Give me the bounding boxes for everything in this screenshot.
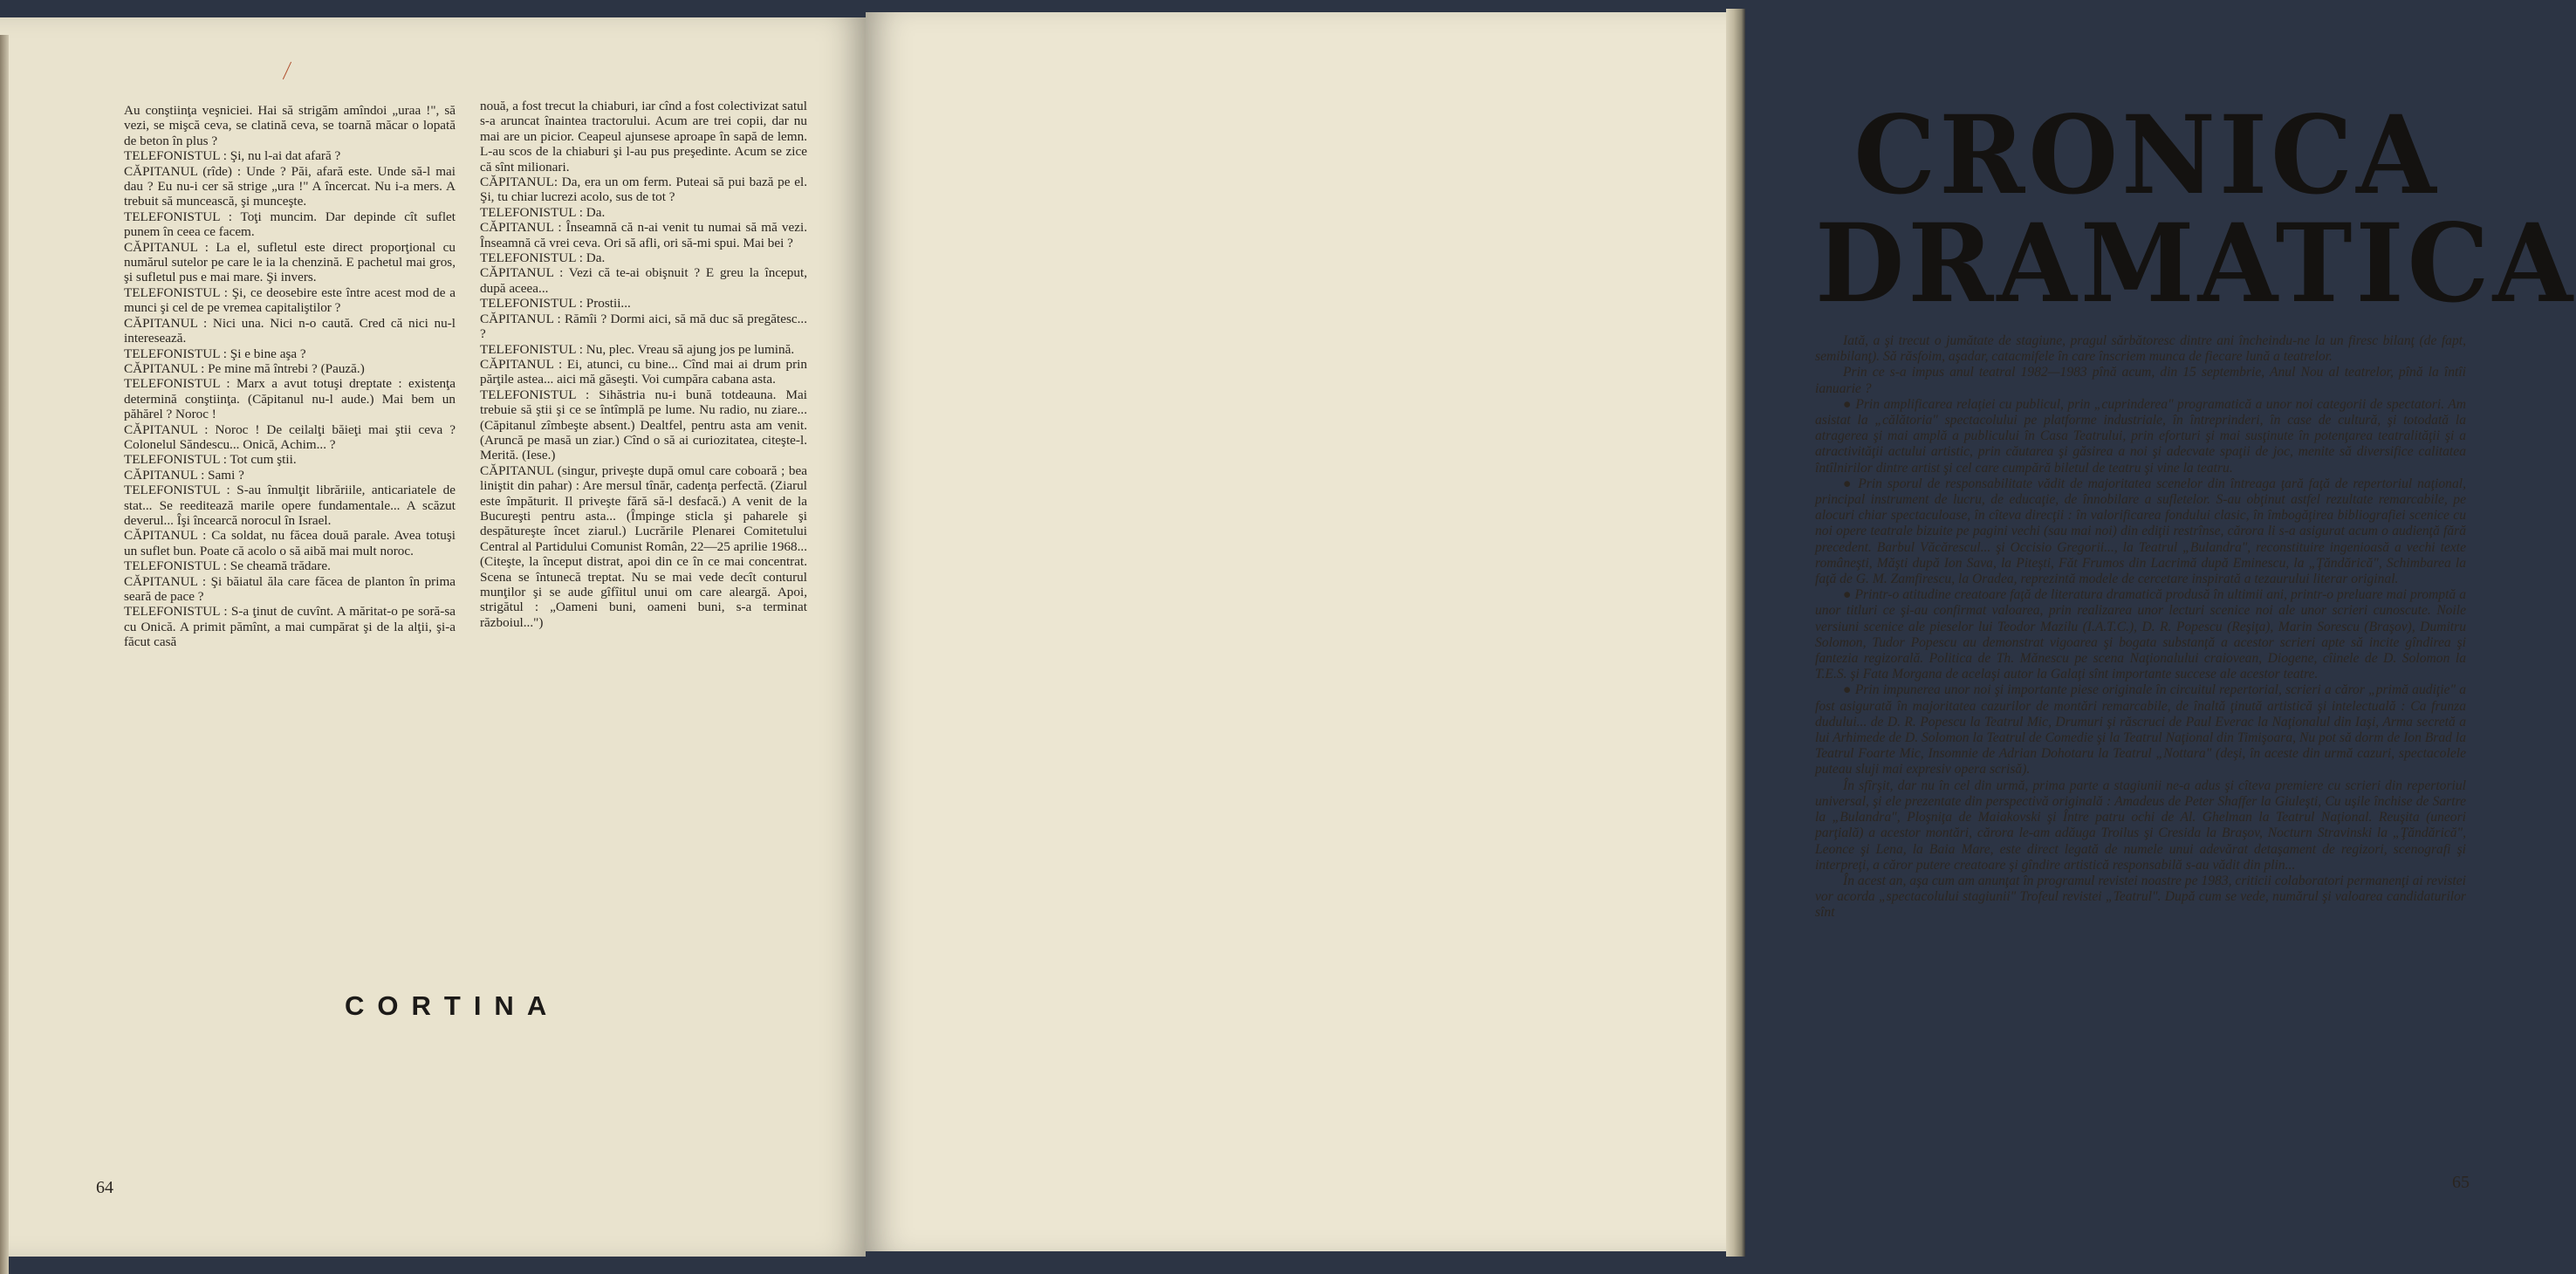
end-word: CORTINA bbox=[345, 990, 560, 1021]
paragraph: CĂPITANUL : Noroc ! De ceilalţi băieţi mai ştii ceva ? Colonelul Săndescu... Onică, Achim... ? bbox=[124, 421, 456, 452]
paragraph: TELEFONISTUL : Sihăstria nu-i bună totdeauna. Mai trebuie să ştii şi ce se întîmplă pe lume. Nu radio, nu ziare... (Căpitanul zîmbeşte absent.) Dealtfel, pentru asta am venit. (Aruncă pe masă un ziar.) Cînd o să ai curiozitatea, citeşte-l. Merită. (Iese.) bbox=[480, 387, 807, 463]
paragraph: CĂPITANUL : Sami ? bbox=[124, 467, 244, 483]
paragraph: CĂPITANUL : Înseamnă că n-ai venit tu numai să mă vezi. Înseamnă că vrei ceva. Ori să afli, ori să-mi spui. Mai bei ? bbox=[480, 220, 807, 250]
page-number: 65 bbox=[2452, 1173, 2470, 1192]
paragraph: CĂPITANUL (rîde) : Unde ? Păi, afară este. Unde să-l mai dau ? Eu nu-i cer să strige „ura !" A încercat. Nu i-a mers. A trebuit să muncească, şi munceşte. bbox=[124, 163, 456, 209]
paragraph: CĂPITANUL: Da, era un om ferm. Puteai să pui bază pe el. Şi, tu chiar lucrezi acolo, sus de tot ? bbox=[480, 175, 807, 205]
paragraph: TELEFONISTUL : Se cheamă trădare. bbox=[124, 558, 331, 574]
paragraph: În acest an, aşa cum am anunţat în programul revistei noastre pe 1983, criticii colaboratori permanenţi ai revistei vor acorda „spectacolului stagiunii" Trofeul revistei „Teatrul". După cum se vede, numărul şi valoarea candidaturilor sînt bbox=[1815, 873, 2466, 921]
paragraph: TELEFONISTUL : Da. bbox=[480, 204, 606, 220]
paragraph: CĂPITANUL : Vezi că te-ai obişnuit ? E greu la început, după aceea... bbox=[480, 265, 807, 296]
page-edge bbox=[0, 35, 9, 1274]
paragraph: TELEFONISTUL : S-a ţinut de cuvînt. A măritat-o pe soră-sa cu Onică. A primit pămînt, a mai cumpărat şi de la alţii, şi-a făcut casă bbox=[124, 604, 456, 650]
paragraph: ● Prin amplificarea relaţiei cu publicul, prin „cuprinderea" programatică a unor noi categorii de spectatori. Am asistat la „călătoria" spectacolului pe platforme industriale, în întreprinderi, în case de cultură, şi totodată la atragerea şi mai amplă a publicului în Casa Teatrului, prin eforturi şi mai susţinute în potenţarea teatralităţii şi a atractivităţii actului artistic, prin căutarea şi găsirea a noi şi adecvate spaţii de joc, menite să diversifice calitatea întîlnirilor dintre artist şi cel care cumpără biletul de teatru şi vine la teatru. bbox=[1815, 396, 2466, 476]
paragraph: În sfîrşit, dar nu în cel din urmă, prima parte a stagiunii ne-a adus şi cîteva premiere cu scrieri din repertoriul universal, şi ele prezentate din perspectivă originală : Amadeus de Peter Shaffer la Giuleşti, Cu uşile închise de Sartre la „Bulandra", Ploşniţa de Maiakovski şi Între patru ochi de Al. Ghelman la Teatrul Naţional. Reuşita (uneori parţială) a acestor montări, cărora le-am adăuga Troilus şi Cresida la Braşov, Nocturn Stravinski la „Ţăndărică", Leonce şi Lena, la Baia Mare, este direct legată de numele unui adevărat detaşament de regizori, scenografi şi interpreţi, a căror putere creatoare şi gîndire artistică responsabilă s-au vădit din plin... bbox=[1815, 777, 2466, 873]
paragraph: nouă, a fost trecut la chiaburi, iar cînd a fost colectivizat satul s-a aruncat înaintea tractorului. Acum are trei copii, dar nu mai are un picior. Ceapeul ajunsese aproape în sapă de lemn. L-au scos de la chiaburi şi l-au pus preşedinte. Acum se zice că sînt milionari. bbox=[480, 99, 807, 175]
paragraph: ● Prin sporul de responsabilitate vădit de majoritatea scenelor din întreaga ţară faţă de repertoriul naţional, principal instrument de lucru, de educaţie, de înnobilare a sufletelor. S-au obţinut astfel rezultate remarcabile, pe alocuri chiar spectaculoase, în cîteva direcţii : în valorificarea fondului clasic, în îmbogăţirea bibliografiei scenice cu noi opere teatrale bizuite pe pagini vechi (sau mai noi) din ediţii restrînse, cărora li s-a asigurat acum o audienţă fără precedent. Barbul Văcărescul... şi Occisio Gregorii..., la Teatrul „Bulandra", reconstituire ingenioasă a vechi texte româneşti, Măşti după Ion Sava, la Piteşti, Făt Frumos din Lacrimă după Eminescu, la „Ţăndărică", Schimbarea la faţă de G. M. Zamfirescu, la Oradea, reprezintă modele de cercetare inspirată a tezaurului literar original. bbox=[1815, 476, 2466, 587]
paragraph: CĂPITANUL : Şi băiatul ăla care făcea de planton în prima seară de pace ? bbox=[124, 573, 456, 604]
paragraph: CĂPITANUL : Rămîi ? Dormi aici, să mă duc să pregătesc... ? bbox=[480, 311, 807, 342]
paragraph: TELEFONISTUL : Şi e bine aşa ? bbox=[124, 346, 306, 361]
pencil-mark bbox=[283, 62, 299, 84]
paragraph: ● Prin impunerea unor noi şi importante piese originale în circuitul repertorial, scrieri a căror „primă audiţie" a fost asigurată în majoritatea cazurilor de montări remarcabile, de înaltă ţinută artistică şi intelectuală : Ca frunza dudului... de D. R. Popescu la Teatrul Mic, Drumuri şi răscruci de Paul Everac la Naţionalul din Iaşi, Arma secretă a lui Arhimede de D. Solomon la Teatrul de Comedie şi la Teatrul Naţional din Timişoara, Nu pot să dorm de Ion Brad la Teatrul Foarte Mic, Insomnie de Adrian Dohotaru la Teatrul „Nottara" (deşi, în aceste din urmă cazuri, spectacolele puteau sluji mai expresiv opera scrisă). bbox=[1815, 682, 2466, 777]
page-edge bbox=[1726, 9, 1745, 1257]
paragraph: TELEFONISTUL : Tot cum ştii. bbox=[124, 452, 297, 468]
title-line-2: DRAMATICA bbox=[1815, 199, 2576, 327]
paragraph: TELEFONISTUL : Marx a avut totuşi dreptate : existenţa determină conştiinţa. (Căpitanul nu-l aude.) Mai bem un păhărel ? Noroc ! bbox=[124, 376, 456, 422]
paragraph: Iată, a şi trecut o jumătate de stagiune, pragul sărbătoresc dintre ani încheindu-ne la un firesc bilanţ (de fapt, semibilanţ). Să răsfoim, aşadar, cataстifele în care înscriem munca de fiecare lună a teatrelor. bbox=[1815, 333, 2466, 365]
article-body bbox=[1815, 333, 2466, 921]
paragraph: TELEFONISTUL : S-au înmulţit librăriile, anticariatele de stat... Se reeditează marile opere fundamentale... A scăzut deverul... Îşi încearcă norocul în Israel. bbox=[124, 483, 456, 528]
paragraph: TELEFONISTUL : Şi, nu l-ai dat afară ? bbox=[124, 148, 341, 164]
paragraph: Prin ce s-a impus anul teatral 1982—1983 pînă acum, din 15 septembrie, Anul Nou al teatrelor, pînă la întîi ianuarie ? bbox=[1815, 365, 2466, 396]
paragraph: CĂPITANUL : Pe mine mă întrebi ? (Pauză.) bbox=[124, 360, 365, 376]
paragraph: CĂPITANUL (singur, priveşte după omul care coboară ; bea liniştit din pahar) : Are mersul tînăr, cadenţa perfectă. (Ziarul este împăturit. Il priveşte fără să-l desfacă.) A venit de la Bucureşti pentru asta... (Împinge sticla şi paharele şi despătureşte încet ziarul.) Lucrările Plenarei Comitetului Central al Partidului Comunist Român, 22—25 aprilie 1968... (Citeşte, la început distrat, apoi din ce în ce mai concentrat. Scena se întunecă treptat. Nu se mai vede decît conturul munţilor şi se aude gîfîitul unui om care aleargă. Apoi, strigătul : „Oameni buni, oameni buni, s-a terminat războiul...") bbox=[480, 462, 808, 630]
paragraph: TELEFONISTUL : Şi, ce deosebire este între acest mod de a munci şi cel de pe vremea capitaliştilor ? bbox=[124, 284, 456, 316]
left-column-2 bbox=[480, 99, 807, 630]
left-column-1 bbox=[124, 103, 456, 650]
paragraph: Au conştiinţa veşniciei. Hai să strigăm amîndoi „uraa !", să vezi, se mişcă ceva, se clatină ceva, se toarnă măcar o lopată de beton în plus ? bbox=[124, 103, 456, 148]
paragraph: TELEFONISTUL : Nu, plec. Vreau să ajung jos pe lumină. bbox=[480, 341, 795, 357]
paragraph: CĂPITANUL : Ca soldat, nu făcea două parale. Avea totuşi un suflet bun. Poate că acolo o să aibă mai mult noroc. bbox=[124, 528, 456, 558]
paragraph: ● Printr-o atitudine creatoare faţă de literatura dramatică produsă în ultimii ani, printr-o preluare mai promptă a unor titluri ce şi-au confirmat valoarea, prin realizarea unor lecturi scenice noi ale unor scrieri cunoscute. Noile versiuni scenice ale pieselor lui Teodor Mazilu (I.A.T.C.), D. R. Popescu (Reşiţa), Marin Sorescu (Braşov), Dumitru Solomon, Tudor Popescu au demonstrat vigoarea şi bogata substanţă a acestor scrieri apte să incite gîndirea şi fantezia regizorală. Politica de Th. Mănescu pe scena Naţionalului craiovean, Diogene, cîinele de D. Solomon la T.E.S. şi Fata Morgana de acelaşi autor la Galaţi sînt importante succese ale acestor teatre. bbox=[1815, 587, 2466, 682]
title-line-1: CRONICA bbox=[1853, 91, 2440, 219]
page-number: 64 bbox=[96, 1178, 113, 1197]
paragraph: TELEFONISTUL : Toţi muncim. Dar depinde cît suflet punem în ceea ce facem. bbox=[124, 209, 456, 240]
page-title bbox=[1815, 91, 2576, 327]
paragraph: TELEFONISTUL : Da. bbox=[480, 250, 606, 266]
paragraph: CĂPITANUL : Ei, atunci, cu bine... Cînd mai ai drum prin părţile astea... aici mă găseşti. Voi cumpăra cabana asta. bbox=[480, 356, 807, 387]
paragraph: CĂPITANUL : La el, sufletul este direct proporţional cu numărul sutelor pe care le ia la chenzină. E pachetul mai gros, şi sufletul pus e mai mare. Şi invers. bbox=[124, 239, 456, 285]
paragraph: TELEFONISTUL : Prostii... bbox=[480, 296, 631, 312]
left-page bbox=[0, 17, 866, 1257]
paragraph: CĂPITANUL : Nici una. Nici n-o caută. Cred că nici nu-l interesează. bbox=[124, 315, 456, 346]
right-page bbox=[866, 12, 2576, 1251]
